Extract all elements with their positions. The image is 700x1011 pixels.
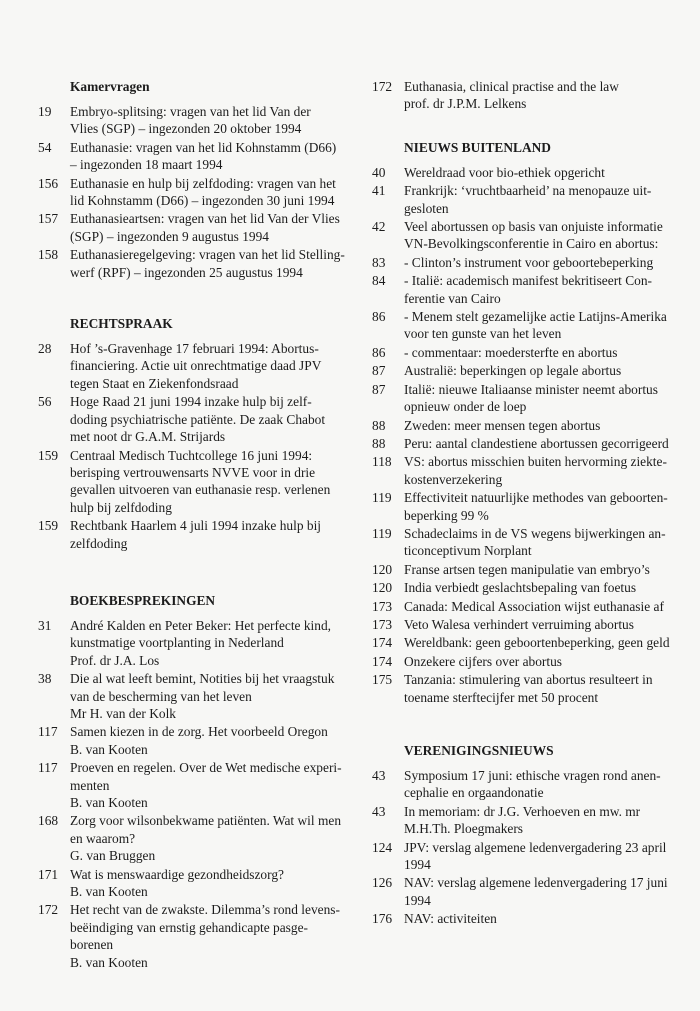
entry-line: - commentaar: moedersterfte en abortus xyxy=(404,344,618,360)
entry-text xyxy=(404,182,678,217)
page-number: 31 xyxy=(38,617,52,633)
toc-entry xyxy=(38,759,342,811)
toc-entry xyxy=(372,579,678,596)
entry-text xyxy=(404,767,678,802)
entry-text xyxy=(70,175,336,210)
page-number: 42 xyxy=(372,219,386,235)
entry-text xyxy=(404,634,678,651)
entry-text xyxy=(70,210,340,245)
section xyxy=(38,315,331,552)
entry-line: M.H.Th. Ploegmakers xyxy=(404,821,524,837)
entry-line: Euthanasia, clinical practise and the law xyxy=(404,79,619,94)
entry-line: Zweden: meer mensen tegen abortus xyxy=(404,417,601,433)
toc-entry xyxy=(38,901,340,971)
section xyxy=(38,78,345,281)
entry-line: Rechtbank Haarlem 4 juli 1994 inzake hulp bij xyxy=(70,518,322,534)
entry-text xyxy=(404,616,678,633)
entry-line: kostenverzekering xyxy=(404,471,503,487)
section-title: RECHTSPRAAK xyxy=(70,316,173,332)
entry-line: – ingezonden 18 maart 1994 xyxy=(70,157,223,173)
entry-line: Australië: beperkingen op legale abortus xyxy=(404,363,622,379)
page-number: 157 xyxy=(38,211,59,227)
entry-text xyxy=(404,272,678,307)
entry-line: Hof ’s-Gravenhage 17 februari 1994: Abortus- xyxy=(70,341,319,357)
entry-line: Mr H. van der Kolk xyxy=(70,705,176,721)
entry-line: kunstmatige voortplanting in Nederland xyxy=(70,635,284,651)
entry-line: Prof. dr J.A. Los xyxy=(70,652,160,668)
entry-line: Wereldraad voor bio-ethiek opgericht xyxy=(404,164,605,180)
entry-line: In memoriam: dr J.G. Verhoeven en mw. mr xyxy=(404,803,641,819)
section xyxy=(372,742,678,928)
entry-line: Samen kiezen in de zorg. Het voorbeeld Oregon xyxy=(70,724,328,740)
page-number: 43 xyxy=(372,803,386,819)
entry-text xyxy=(404,525,678,560)
page-number: 126 xyxy=(372,875,393,891)
entry-line: Veel abortussen op basis van onjuiste informatie xyxy=(404,219,663,235)
toc-entry xyxy=(38,812,342,864)
page-number: 172 xyxy=(372,79,393,94)
toc-entry xyxy=(372,839,678,874)
entry-text xyxy=(404,218,678,253)
entry-text xyxy=(70,517,328,552)
entry-line: werf (RPF) – ingezonden 25 augustus 1994 xyxy=(70,264,303,280)
toc-entry xyxy=(372,598,678,615)
entry-text xyxy=(404,417,678,434)
page-number: 124 xyxy=(372,839,393,855)
page-number: 120 xyxy=(372,561,393,577)
entry-line: Hoge Raad 21 juni 1994 inzake hulp bij zelf- xyxy=(70,394,312,410)
entry-line: Franse artsen tegen manipulatie van embryo’s xyxy=(404,561,650,577)
entry-line: B. van Kooten xyxy=(70,884,148,900)
entry-line: Euthanasieartsen: vragen van het lid Van der Vlies xyxy=(70,211,340,227)
entry-text xyxy=(404,839,678,874)
toc-entry xyxy=(372,803,678,838)
toc-entry xyxy=(38,723,328,758)
toc-entry xyxy=(372,453,678,488)
entry-line: 1994 xyxy=(404,892,431,908)
entry-text xyxy=(404,874,678,909)
entry-line: (SGP) – ingezonden 9 augustus 1994 xyxy=(70,228,269,244)
entry-line: financiering. Actie uit onrechtmatige daad JPV xyxy=(70,358,322,374)
toc-entry xyxy=(38,517,328,552)
entry-line: Frankrijk: ‘vruchtbaarheid’ na menopauze uit- xyxy=(404,183,652,199)
entry-text xyxy=(404,344,678,361)
page-number: 176 xyxy=(372,911,393,927)
toc-entry xyxy=(372,417,678,434)
entry-line: Italië: nieuwe Italiaanse minister neemt abortus xyxy=(404,381,658,397)
entry-line: André Kalden en Peter Beker: Het perfecte kind, xyxy=(70,617,332,633)
entry-line: VN-Bevolkingsconferentie in Cairo en abortus: xyxy=(404,236,659,252)
toc-entry xyxy=(38,246,345,281)
page-number: 86 xyxy=(372,309,386,325)
entry-line: menten xyxy=(70,777,110,793)
page-number: 54 xyxy=(38,139,52,155)
entry-line: NAV: verslag algemene ledenvergadering 17 juni xyxy=(404,875,668,891)
entry-line: beëindiging van ernstig gehandicapte pasge- xyxy=(70,919,308,935)
entry-line: opnieuw onder de loep xyxy=(404,399,527,415)
entry-text xyxy=(404,671,678,706)
entry-text xyxy=(70,617,331,669)
entry-line: - Clinton’s instrument voor geboortebeperking xyxy=(404,254,654,270)
entry-line: Wat is menswaardige gezondheidszorg? xyxy=(70,866,284,882)
entry-line: en waarom? xyxy=(70,830,136,846)
entry-line: Vlies (SGP) – ingezonden 20 oktober 1994 xyxy=(70,121,302,137)
entry-line: Euthanasie en hulp bij zelfdoding: vragen van het xyxy=(70,175,336,191)
toc-entry xyxy=(372,767,678,802)
entry-line: - Italië: academisch manifest bekritiseert Con- xyxy=(404,273,653,289)
page-number: 174 xyxy=(372,653,393,669)
page-number: 19 xyxy=(38,104,52,119)
section xyxy=(38,592,342,971)
page-number: 156 xyxy=(38,175,59,191)
page-number: 174 xyxy=(372,635,393,651)
toc-entry xyxy=(372,164,678,181)
entry-line: - Menem stelt gezamelijke actie Latijns-Amerika xyxy=(404,309,667,325)
entry-line: prof. dr J.P.M. Lelkens xyxy=(404,96,527,112)
toc-entry xyxy=(372,616,678,633)
page-number: 88 xyxy=(372,417,386,433)
page-number: 40 xyxy=(372,164,386,180)
page-number: 173 xyxy=(372,598,393,614)
entry-text xyxy=(70,901,340,971)
page-number: 158 xyxy=(38,247,59,263)
page-number: 87 xyxy=(372,363,386,379)
toc-entry xyxy=(372,489,678,524)
entry-line: doding psychiatrische patiënte. De zaak Chabot xyxy=(70,411,326,427)
entry-text xyxy=(404,435,678,452)
entry-line: Embryo-splitsing: vragen van het lid Van der xyxy=(70,104,311,119)
page-number: 88 xyxy=(372,435,386,451)
toc-entry xyxy=(38,447,331,517)
entry-text xyxy=(70,447,330,517)
entry-line: Wereldbank: geen geboortenbeperking, geen geld xyxy=(404,635,670,651)
toc-entry xyxy=(38,175,336,210)
entry-text xyxy=(404,453,678,488)
toc-entry xyxy=(38,670,335,722)
entry-text xyxy=(70,812,341,864)
page-number: 168 xyxy=(38,813,59,829)
page-number: 172 xyxy=(38,902,59,918)
entry-line: lid Kohnstamm (D66) – ingezonden 30 juni 1994 xyxy=(70,193,335,209)
entry-text xyxy=(404,803,678,838)
toc-entry xyxy=(38,340,328,392)
page-number: 118 xyxy=(372,454,392,470)
toc-entry xyxy=(372,634,678,651)
entry-text xyxy=(404,164,678,181)
entry-line: met noot dr G.A.M. Strijards xyxy=(70,429,226,445)
page-number: 87 xyxy=(372,381,386,397)
entry-line: zelfdoding xyxy=(70,535,128,551)
entry-line: Tanzania: stimulering van abortus resulteert in xyxy=(404,672,653,688)
page-number: 84 xyxy=(372,273,386,289)
entry-text xyxy=(404,489,678,524)
entry-line: hulp bij zelfdoding xyxy=(70,499,172,515)
entry-line: Onzekere cijfers over abortus xyxy=(404,653,563,669)
entry-line: toename sterftecijfer met 50 procent xyxy=(404,689,599,705)
page-number: 173 xyxy=(372,616,393,632)
page-number: 28 xyxy=(38,341,52,357)
toc-entry xyxy=(372,344,678,361)
entry-line: Veto Walesa verhindert verruiming abortus xyxy=(404,616,634,632)
toc-entry xyxy=(372,308,678,343)
entry-line: B. van Kooten xyxy=(70,795,148,810)
toc-entry xyxy=(372,910,678,927)
entry-text xyxy=(404,598,678,615)
entry-line: ferentie van Cairo xyxy=(404,290,501,306)
page-number: 38 xyxy=(38,671,52,687)
entry-text xyxy=(70,246,345,281)
entry-line: Die al wat leeft bemint, Notities bij het vraagstuk xyxy=(70,671,335,687)
page-number: 117 xyxy=(38,724,58,740)
entry-text xyxy=(404,561,678,578)
entry-text xyxy=(70,723,328,758)
entry-text xyxy=(404,381,678,416)
toc-entry xyxy=(372,218,678,253)
section xyxy=(372,139,678,706)
section xyxy=(372,78,678,113)
entry-line: 1994 xyxy=(404,857,431,873)
toc-entry xyxy=(372,78,678,113)
entry-line: VS: abortus misschien buiten hervorming ziekte- xyxy=(404,454,667,470)
right-column xyxy=(372,78,678,929)
toc-entry xyxy=(372,182,678,217)
entry-line: G. van Bruggen xyxy=(70,848,156,864)
section-title: BOEKBESPREKINGEN xyxy=(70,592,216,608)
entry-text xyxy=(404,362,678,379)
entry-text xyxy=(404,579,678,596)
entry-line: Symposium 17 juni: ethische vragen rond anen- xyxy=(404,768,661,783)
entry-line: NAV: activiteiten xyxy=(404,911,497,927)
entry-line: Effectiviteit natuurlijke methodes van geboorten- xyxy=(404,490,668,506)
entry-line: B. van Kooten xyxy=(70,741,148,757)
toc-entry xyxy=(372,561,678,578)
entry-line: voor ten gunste van het leven xyxy=(404,326,562,342)
page-number: 120 xyxy=(372,580,393,596)
toc-entry xyxy=(372,874,678,909)
toc-entry xyxy=(372,525,678,560)
entry-line: Zorg voor wilsonbekwame patiënten. Wat wil men xyxy=(70,813,342,829)
toc-entry xyxy=(372,381,678,416)
entry-line: borenen xyxy=(70,937,114,953)
entry-line: Centraal Medisch Tuchtcollege 16 juni 1994: xyxy=(70,447,313,463)
toc-entry xyxy=(372,653,678,670)
entry-text xyxy=(404,653,678,670)
entry-text xyxy=(70,866,328,901)
entry-line: ticonceptivum Norplant xyxy=(404,543,532,559)
entry-line: JPV: verslag algemene ledenvergadering 23 april xyxy=(404,839,667,855)
toc-entry xyxy=(38,103,328,138)
entry-line: India verbiedt geslachtsbepaling van foetus xyxy=(404,580,637,596)
entry-line: tegen Staat en Ziekenfondsraad xyxy=(70,375,239,391)
entry-line: cephalie en orgaandonatie xyxy=(404,785,544,801)
page-number: 175 xyxy=(372,672,393,688)
entry-line: Proeven en regelen. Over de Wet medische experi- xyxy=(70,760,342,776)
page-number: 56 xyxy=(38,394,52,410)
entry-line: gesloten xyxy=(404,200,449,216)
page-number: 159 xyxy=(38,447,59,463)
toc-entry xyxy=(38,210,340,245)
toc-entry xyxy=(372,272,678,307)
entry-text xyxy=(70,103,328,138)
entry-text xyxy=(70,340,328,392)
entry-text xyxy=(70,139,336,174)
page-number: 86 xyxy=(372,344,386,360)
section-title: NIEUWS BUITENLAND xyxy=(404,139,551,155)
toc-entry xyxy=(372,362,678,379)
toc-entry xyxy=(38,617,332,669)
entry-line: B. van Kooten xyxy=(70,954,148,970)
entry-text xyxy=(404,78,678,113)
page-number: 43 xyxy=(372,768,386,783)
page-number: 41 xyxy=(372,183,386,199)
section-title: VERENIGINGSNIEUWS xyxy=(404,743,554,758)
entry-text xyxy=(70,759,342,811)
page-number: 83 xyxy=(372,254,386,270)
entry-text xyxy=(70,393,328,445)
entry-line: gevallen uitvoeren van euthanasie resp. verlenen xyxy=(70,482,331,498)
entry-line: Euthanasieregelgeving: vragen van het lid Stelling- xyxy=(70,247,345,263)
entry-text xyxy=(70,670,334,722)
entry-line: Schadeclaims in de VS wegens bijwerkingen an- xyxy=(404,525,666,541)
section-title: Kamervragen xyxy=(70,79,150,94)
entry-line: Het recht van de zwakste. Dilemma’s rond levens- xyxy=(70,902,340,918)
left-column xyxy=(38,78,345,972)
toc-entry xyxy=(38,393,328,445)
entry-line: van de bescherming van het leven xyxy=(70,688,252,704)
page-number: 171 xyxy=(38,866,59,882)
entry-text xyxy=(404,910,678,927)
entry-line: Canada: Medical Association wijst euthanasie af xyxy=(404,598,664,614)
toc-entry xyxy=(372,435,678,452)
page-number: 119 xyxy=(372,490,392,506)
toc-entry xyxy=(38,139,337,174)
toc-entry xyxy=(372,254,678,271)
page-number: 119 xyxy=(372,525,392,541)
entry-line: berisping vertrouwensarts NVVE voor in drie xyxy=(70,464,316,480)
entry-text xyxy=(404,254,678,271)
page-number: 159 xyxy=(38,518,59,534)
toc-entry xyxy=(372,671,678,706)
entry-text xyxy=(404,308,678,343)
entry-line: beperking 99 % xyxy=(404,507,489,523)
entry-line: Peru: aantal clandestiene abortussen gecorrigeerd xyxy=(404,435,669,451)
page-number: 117 xyxy=(38,760,58,776)
toc-entry xyxy=(38,866,328,901)
entry-line: Euthanasie: vragen van het lid Kohnstamm (D66) xyxy=(70,139,337,155)
